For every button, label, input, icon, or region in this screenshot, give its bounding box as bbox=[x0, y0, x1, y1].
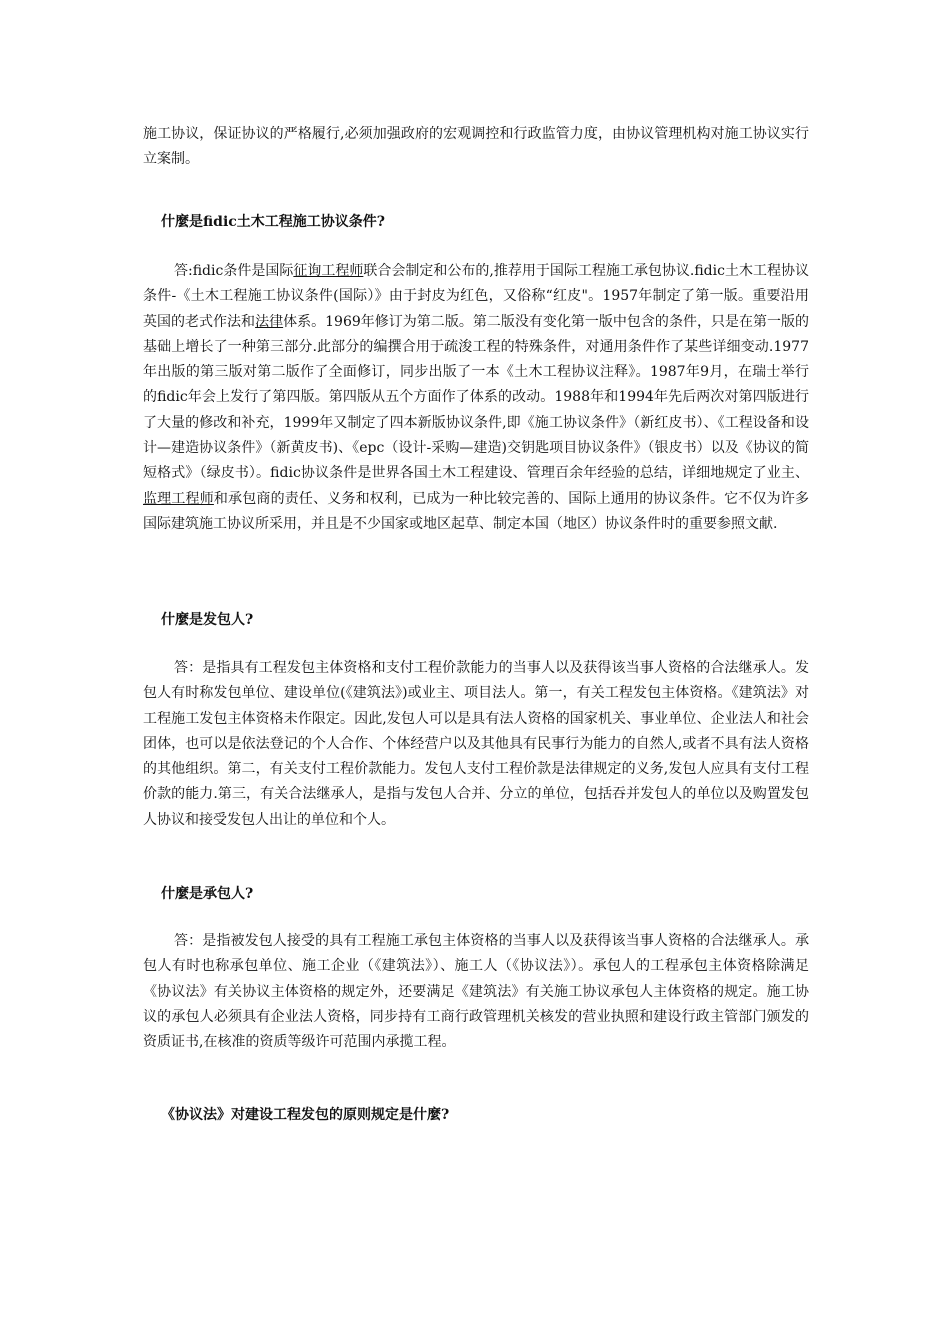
employer-answer-block bbox=[143, 656, 809, 833]
continuation-block bbox=[143, 122, 809, 173]
fidic-text-part-4: 和承包商的责任、义务和权利，已成为一种比较完善的、国际上通用的协议条件。它不仅为许多国际建筑施工协议所采用，并且是不少国家或地区起草、制定本国（地区）协议条件时的重要参照文献. bbox=[143, 490, 810, 532]
contract-law-heading: 《协议法》对建设工程发包的原则规定是什麼? bbox=[161, 1107, 450, 1123]
fidic-heading: 什麼是fidic土木工程施工协议条件? bbox=[161, 214, 386, 230]
employer-answer-paragraph: 答：是指具有工程发包主体资格和支付工程价款能力的当事人以及获得该当事人资格的合法继承人。发包人有时称发包单位、建设单位(《建筑法》)或业主、项目法人。第一，有关工程发包主体资格。《建筑法》对工程施工发包主体资格未作限定。因此,发包人可以是具有法人资格的国家机关、事业单位、企业法人和社会团体，也可以是依法登记的个人合作、个体经营户以及其他具有民事行为能力的自然人,或者不具有法人资格的其他组织。第二，有关支付工程价款能力。发包人支付工程价款是法律规定的义务,发包人应具有支付工程价款的能力.第三，有关合法继承人，是指与发包人合并、分立的单位，包括吞并发包人的单位以及购置发包人协议和接受发包人出让的单位和个人。 bbox=[143, 660, 809, 828]
contractor-answer-paragraph: 答：是指被发包人接受的具有工程施工承包主体资格的当事人以及获得该当事人资格的合法继承人。承包人有时也称承包单位、施工企业（《建筑法》）、施工人（《协议法》）。承包人的工程承包主体资格除满足《协议法》有关协议主体资格的规定外，还要满足《建筑法》有关施工协议承包人主体资格的规定。施工协议的承包人必须具有企业法人资格，同步持有工商行政管理机关核发的营业执照和建设行政主管部门颁发的资质证书,在核准的资质等级许可范围内承揽工程。 bbox=[143, 933, 809, 1051]
link-consulting-engineer[interactable]: 征询工程师 bbox=[293, 263, 364, 279]
link-supervising-engineer[interactable]: 监理工程师 bbox=[143, 490, 214, 507]
employer-heading: 什麼是发包人? bbox=[161, 612, 254, 628]
contractor-section bbox=[143, 884, 809, 904]
fidic-text-part-1: 答:fidic条件是国际 bbox=[174, 263, 294, 279]
contractor-answer-block bbox=[143, 929, 809, 1055]
link-law[interactable]: 法律 bbox=[255, 313, 284, 330]
fidic-text-part-3: 体系。1969年修订为第二版。第二版没有变化第一版中包含的条件，只是在第一版的基础上增长了一种第三部分.此部分的编撰合用于疏浚工程的特殊条件，对通用条件作了某些详细变动.1977年出版的第三版对第二版作了全面修订，同步出版了一本《土木工程协议注释》。1987年9月，在瑞士举行的fidic年会上发行了第四版。第四版从五个方面作了体系的改动。1988年和1994年先后两次对第四版进行了大量的修改和补充，1999年又制定了四本新版协议条件,即《施工协议条件》（新红皮书）、《工程设备和设计—建造协议条件》（新黄皮书)、《epc（设计-采购—建造)交钥匙项目协议条件》（银皮书）以及《协议的简短格式》（绿皮书）。fidic协议条件是世界各国土木工程建设、管理百余年经验的总结，详细地规定了业主、 bbox=[143, 313, 810, 482]
fidic-section bbox=[143, 212, 809, 232]
continuation-paragraph: 施工协议，保证协议的严格履行,必须加强政府的宏观调控和行政监管力度，由协议管理机构对施工协议实行立案制。 bbox=[143, 126, 809, 168]
fidic-answer-paragraph bbox=[143, 259, 809, 537]
employer-section bbox=[143, 610, 809, 630]
fidic-answer-block bbox=[143, 259, 809, 537]
fidic-text-part-2: 联合会制定和公布的,推荐用于国际工程施工承包协议.fidic土木工程协议条件-《土木工程施工协议条件(国际）》由于封皮为红色，又俗称“红皮"。1957年制定了第一版。重要沿用英国的老式作法和 bbox=[143, 263, 809, 330]
contract-law-section bbox=[143, 1105, 809, 1125]
contractor-heading: 什麼是承包人? bbox=[161, 886, 254, 902]
